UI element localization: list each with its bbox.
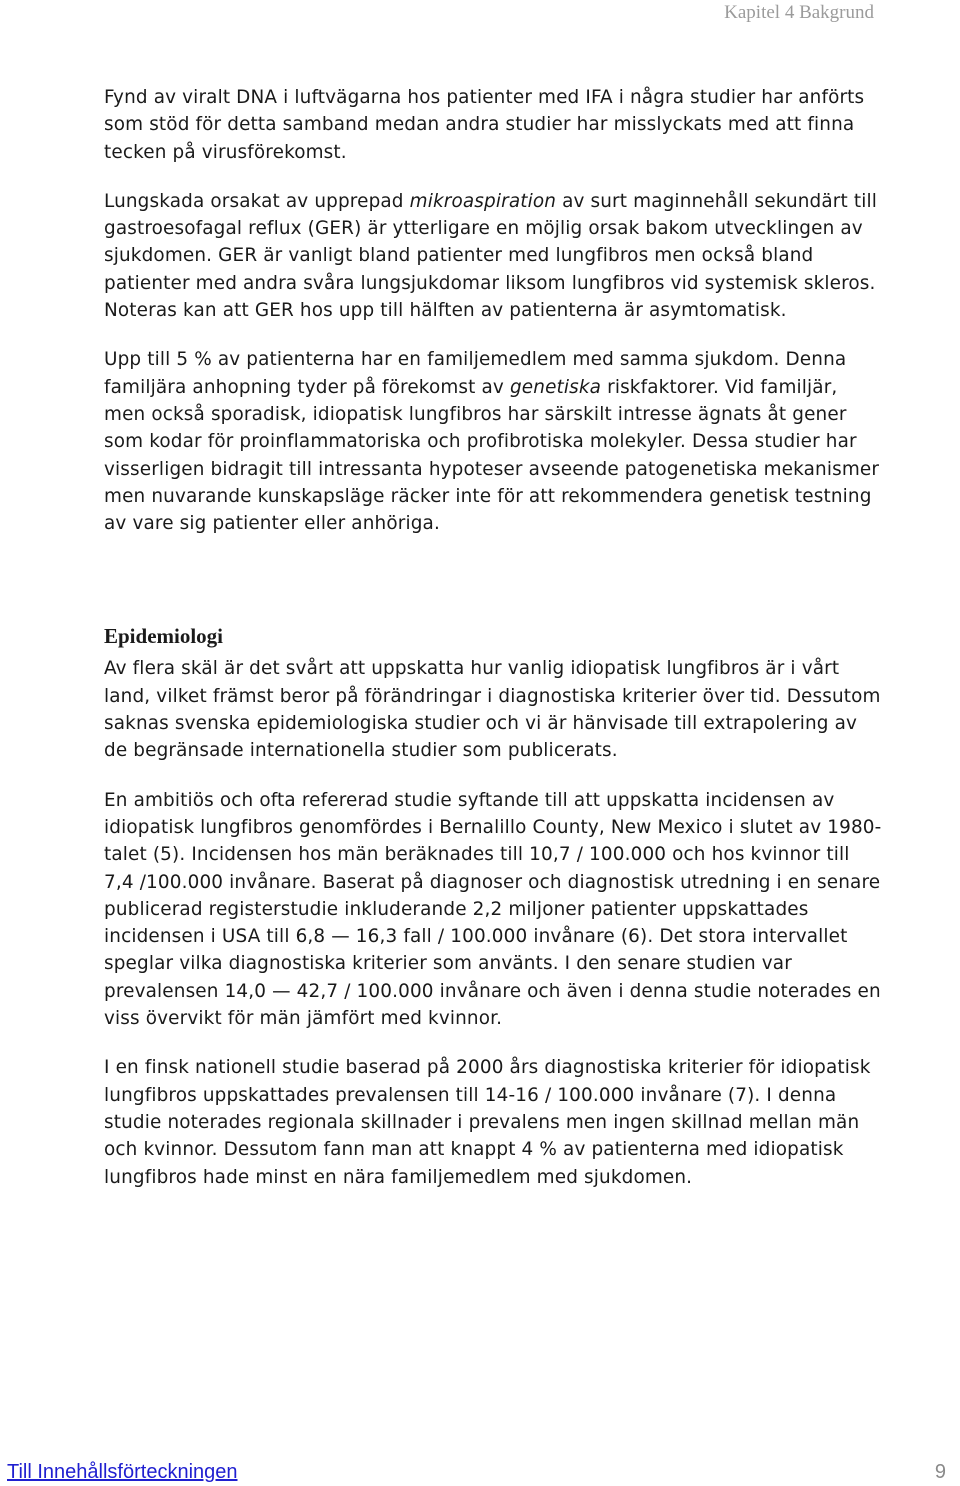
section-heading-epidemiologi: Epidemiologi — [104, 624, 224, 649]
toc-link[interactable]: Till Innehållsförteckningen — [7, 1461, 238, 1483]
paragraph-epidemiology-intro: Av flera skäl är det svårt att uppskatta hur vanlig idiopatisk lungfibros är i vårt land, vilket främst beror på förändringar i diagnostiska kriterier över tid. Dessutom saknas svenska epidemiologiska studier och vi är hänvisade till extrapolering av de begränsade internationella studier som publicerats. — [104, 658, 881, 762]
paragraph-finnish-study: I en finsk nationell studie baserad på 2000 års diagnostiska kriterier för idiopatisk lungfibros uppskattades prevalensen till 14-16 / 100.000 invånare (7). I denna studie noterades regionala skillnader i prevalens men ingen skillnad mellan män och kvinnor. Dessutom fann man att knappt 4 % av patienterna med idiopatisk lungfibros hade minst en nära familjemedlem med sjukdomen. — [104, 1057, 871, 1188]
paragraph-reflux-text-end: av surt maginnehåll sekundärt till gastroesofagal reflux (GER) är ytterligare en möjlig orsak bakom utvecklingen av sjukdomen. GER är vanligt bland patienter med lungfibros men också bland patienter med andra svåra lungsjukdomar liksom lungfibros vid systemisk skleros. Noteras kan att GER hos upp till hälften av patienterna är asymtomatisk. — [104, 190, 878, 322]
paragraph-genetic — [104, 346, 884, 537]
paragraph-reflux — [104, 188, 884, 324]
paragraph-incidence: En ambitiös och ofta refererad studie syftande till att uppskatta incidensen av idiopatisk lungfibros genomfördes i Bernalillo County, New Mexico i slutet av 1980-talet (5). Incidensen hos män beräknades till 10,7 / 100.000 och hos kvinnor till 7,4 /100.000 invånare. Baserat på diagnoser och diagnostisk utredning i en senare publicerad registerstudie inkluderande 2,2 miljoner patienter uppskattades incidensen i USA till 6,8 — 16,3 fall / 100.000 invånare (6). Det stora intervallet speglar vilka diagnostiska kriterier som använts. I den senare studien var prevalensen 14,0 — 42,7 / 100.000 invånare och även i denna studie noterades en viss övervikt för män jämfört med kvinnor. — [104, 789, 882, 1030]
page-number: 9 — [934, 1461, 946, 1483]
paragraph-genetic-text-end: riskfaktorer. Vid familjär, men också sporadisk, idiopatisk lungfibros har särskilt intresse ägnats åt gener som kodar för proinflammatoriska och profibrotiska molekyler. Dessa studier har visserligen bidragit till intressanta hypoteser avseende patogenetiska mekanismer men nuvarande kunskapsläge räcker inte för att rekommendera genetisk testning av vare sig patienter eller anhöriga. — [104, 376, 880, 535]
page-content — [104, 84, 884, 1213]
term-mikroaspiration: mikroaspiration — [409, 190, 557, 212]
running-header: Kapitel 4 Bakgrund — [724, 2, 874, 23]
paragraph-genetic-text-start: Upp till 5 % av patienterna har en familjemedlem med samma sjukdom. Denna familjära anhopning tyder på förekomst av — [104, 349, 847, 398]
paragraph-reflux-text-start: Lungskada orsakat av upprepad — [104, 190, 410, 212]
paragraph-viral-dna: Fynd av viralt DNA i luftvägarna hos patienter med IFA i några studier har anförts som stöd för detta samband medan andra studier har misslyckats med att finna tecken på virusförekomst. — [104, 87, 865, 163]
term-genetiska: genetiska — [509, 376, 602, 398]
